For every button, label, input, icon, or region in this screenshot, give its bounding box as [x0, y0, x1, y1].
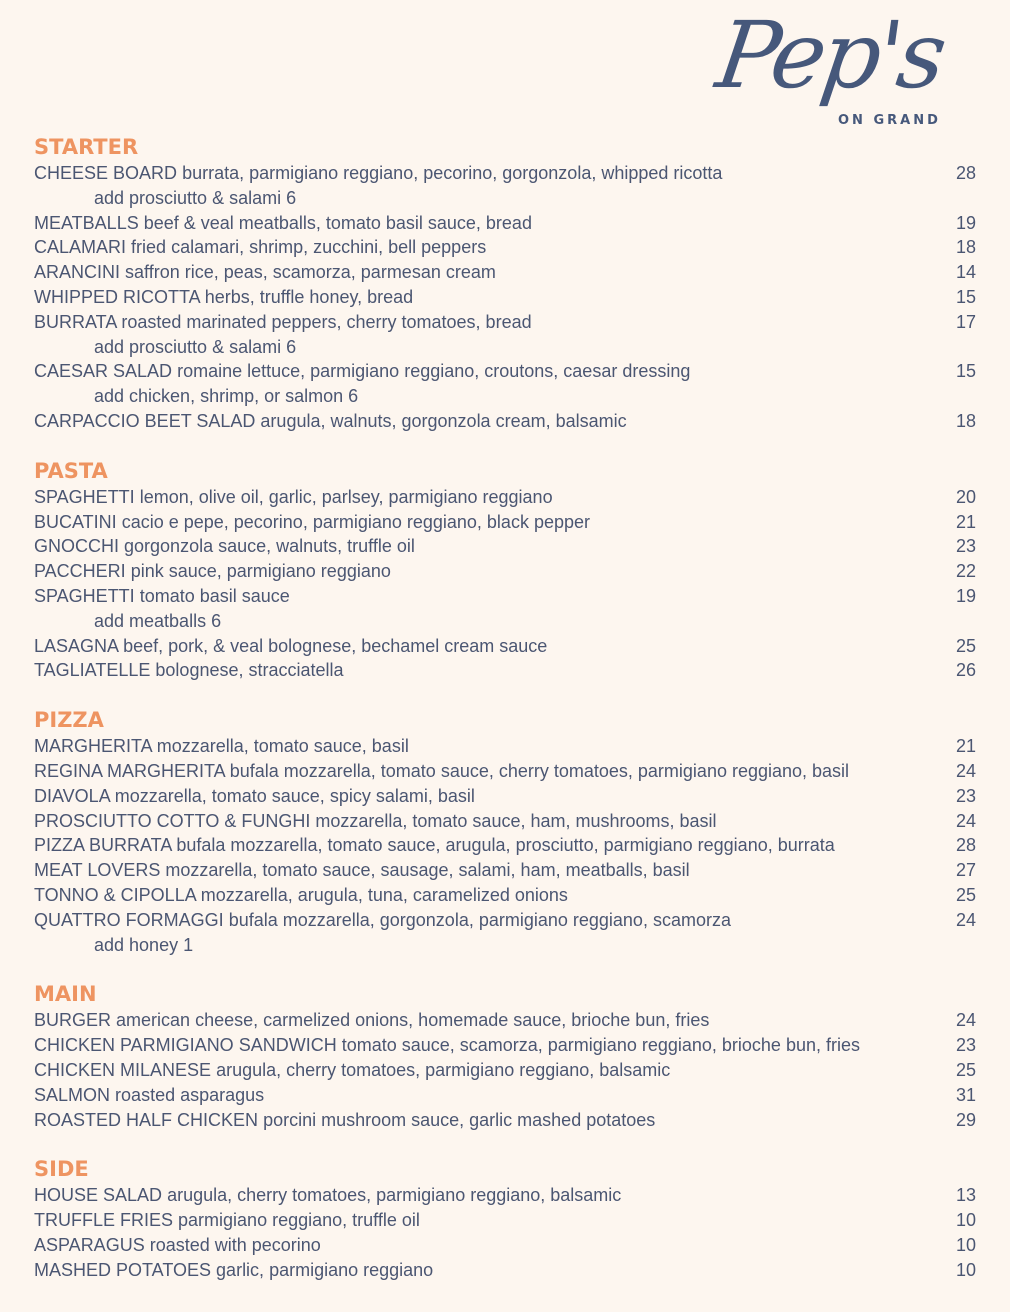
item-description: romaine lettuce, parmigiano reggiano, croutons, caesar dressing: [177, 361, 691, 382]
menu-item: [34, 559, 976, 584]
menu-item: [34, 858, 976, 883]
item-price: 18: [955, 410, 976, 431]
item-description: herbs, truffle honey, bread: [204, 286, 414, 307]
section-title: MAIN: [34, 982, 97, 1007]
item-name: PROSCIUTTO COTTO & FUNGHI: [34, 810, 311, 831]
item-description: bufala mozzarella, tomato sauce, arugula, prosciutto, parmigiano reggiano, burrata: [176, 835, 835, 856]
menu-item: [34, 908, 976, 933]
item-price: 15: [955, 361, 976, 382]
item-name: BURRATA: [34, 311, 117, 332]
menu-section-main: [34, 981, 976, 1132]
item-description: beef & veal meatballs, tomato basil sauce, bread: [143, 212, 532, 233]
item-description: bolognese, stracciatella: [155, 660, 344, 681]
item-name: CARPACCIO BEET SALAD: [34, 410, 256, 431]
item-price: 24: [955, 1010, 976, 1031]
menu-section-starter: [34, 134, 976, 434]
section-title: SIDE: [34, 1157, 89, 1182]
item-name: CHICKEN PARMIGIANO SANDWICH: [34, 1035, 337, 1056]
menu-item: [34, 1058, 976, 1083]
menu-item: [34, 359, 976, 384]
menu-item: [34, 1008, 976, 1033]
item-description: bufala mozzarella, tomato sauce, cherry tomatoes, parmigiano reggiano, basil: [229, 760, 850, 781]
item-description: fried calamari, shrimp, zucchini, bell peppers: [131, 237, 487, 258]
item-description: arugula, walnuts, gorgonzola cream, balsamic: [260, 410, 627, 431]
item-name: QUATTRO FORMAGGI: [34, 909, 224, 930]
logo-script: Pep's: [710, 2, 950, 109]
item-name: TRUFFLE FRIES: [34, 1210, 174, 1231]
menu-item: [34, 310, 976, 335]
item-name: PIZZA BURRATA: [34, 835, 172, 856]
item-description: beef, pork, & veal bolognese, bechamel cream sauce: [123, 635, 548, 656]
item-price: 25: [955, 884, 976, 905]
menu-item: [34, 510, 976, 535]
item-price: 23: [955, 785, 976, 806]
item-description: bufala mozzarella, gorgonzola, parmigiano reggiano, scamorza: [228, 909, 731, 930]
item-price: 10: [955, 1259, 976, 1280]
item-description: roasted with pecorino: [149, 1234, 321, 1255]
item-description: burrata, parmigiano reggiano, pecorino, gorgonzola, whipped ricotta: [182, 163, 723, 183]
item-name: ASPARAGUS: [34, 1234, 145, 1255]
menu-item: [34, 883, 976, 908]
item-description: cacio e pepe, pecorino, parmigiano reggiano, black pepper: [121, 511, 590, 532]
menu-item: [34, 658, 976, 683]
menu-item: [34, 734, 976, 759]
item-description: saffron rice, peas, scamorza, parmesan cream: [125, 262, 496, 283]
item-description: gorgonzola sauce, walnuts, truffle oil: [124, 536, 415, 557]
item-description: tomato basil sauce: [139, 585, 290, 606]
item-price: 19: [955, 585, 976, 606]
item-description: pink sauce, parmigiano reggiano: [130, 561, 391, 582]
menu-section-pizza: [34, 707, 976, 957]
item-description: arugula, cherry tomatoes, parmigiano reggiano, balsamic: [216, 1059, 671, 1080]
section-title: PASTA: [34, 458, 108, 483]
item-name: MEAT LOVERS: [34, 860, 161, 881]
item-price: 24: [955, 909, 976, 930]
item-price: 25: [955, 635, 976, 656]
menu-item: [34, 285, 976, 310]
menu-item: [34, 235, 976, 260]
menu-item: [34, 759, 976, 784]
menu-body: [34, 134, 976, 1306]
item-name: LASAGNA: [34, 635, 119, 656]
menu-item: [34, 809, 976, 834]
item-name: MASHED POTATOES: [34, 1259, 212, 1280]
item-price: 15: [955, 286, 976, 307]
item-price: 20: [955, 486, 976, 507]
menu-item: [34, 260, 976, 285]
item-description: arugula, cherry tomatoes, parmigiano reggiano, balsamic: [167, 1185, 622, 1206]
item-description: mozzarella, tomato sauce, spicy salami, basil: [114, 785, 475, 806]
item-name: WHIPPED RICOTTA: [34, 286, 200, 307]
item-name: MEATBALLS: [34, 212, 139, 233]
item-name: BUCATINI: [34, 511, 117, 532]
item-name: MARGHERITA: [34, 736, 152, 757]
menu-addon: add meatballs 6: [94, 610, 222, 631]
menu-item: [34, 1183, 976, 1208]
item-price: 25: [955, 1059, 976, 1080]
item-price: 22: [955, 561, 976, 582]
item-price: 28: [955, 163, 976, 183]
item-description: mozzarella, arugula, tuna, caramelized onions: [200, 884, 568, 905]
item-description: parmigiano reggiano, truffle oil: [178, 1210, 420, 1231]
item-description: porcini mushroom sauce, garlic mashed potatoes: [263, 1109, 656, 1130]
item-name: HOUSE SALAD: [34, 1185, 163, 1206]
item-description: mozzarella, tomato sauce, sausage, salami, ham, meatballs, basil: [165, 860, 690, 881]
item-price: 28: [955, 835, 976, 856]
item-price: 19: [955, 212, 976, 233]
item-price: 17: [955, 311, 976, 332]
menu-item: [34, 485, 976, 510]
menu-item: [34, 409, 976, 434]
item-price: 21: [955, 511, 976, 532]
item-name: CALAMARI: [34, 237, 127, 258]
menu-item: [34, 1033, 976, 1058]
menu-item: [34, 161, 976, 186]
item-price: 10: [955, 1210, 976, 1231]
menu-item: [34, 1233, 976, 1258]
menu-item: [34, 534, 976, 559]
item-price: 26: [955, 660, 976, 681]
item-name: SALMON: [34, 1084, 111, 1105]
item-price: 10: [955, 1234, 976, 1255]
menu-item: [34, 833, 976, 858]
menu-item: [34, 211, 976, 236]
item-name: DIAVOLA: [34, 785, 110, 806]
item-price: 14: [955, 262, 976, 283]
menu-item: [34, 634, 976, 659]
item-price: 31: [955, 1084, 976, 1105]
item-price: 24: [955, 760, 976, 781]
menu-addon: add prosciutto & salami 6: [94, 187, 297, 208]
item-price: 23: [955, 536, 976, 557]
logo-subtitle: ON GRAND: [838, 113, 941, 128]
item-name: ROASTED HALF CHICKEN: [34, 1109, 259, 1130]
item-name: PACCHERI: [34, 561, 126, 582]
menu-section-side: [34, 1156, 976, 1282]
item-name: GNOCCHI: [34, 536, 119, 557]
item-name: TAGLIATELLE: [34, 660, 151, 681]
item-price: 24: [955, 810, 976, 831]
menu-item: [34, 1108, 976, 1133]
menu-addon: add chicken, shrimp, or salmon 6: [94, 386, 359, 407]
item-description: roasted asparagus: [115, 1084, 265, 1105]
item-name: CHEESE BOARD: [34, 163, 178, 183]
item-price: 29: [955, 1109, 976, 1130]
item-price: 18: [955, 237, 976, 258]
item-name: SPAGHETTI: [34, 486, 135, 507]
menu-addon: add honey 1: [94, 934, 194, 955]
menu-section-pasta: [34, 458, 976, 683]
item-price: 23: [955, 1035, 976, 1056]
item-price: 21: [955, 736, 976, 757]
menu-item: [34, 584, 976, 609]
item-description: mozzarella, tomato sauce, ham, mushrooms, basil: [315, 810, 717, 831]
section-title: PIZZA: [34, 708, 104, 733]
item-price: 13: [955, 1185, 976, 1206]
item-name: CHICKEN MILANESE: [34, 1059, 212, 1080]
item-description: roasted marinated peppers, cherry tomatoes, bread: [121, 311, 532, 332]
item-name: BURGER: [34, 1010, 112, 1031]
menu-item: [34, 1258, 976, 1283]
item-price: 27: [955, 860, 976, 881]
menu-addon: add prosciutto & salami 6: [94, 336, 297, 357]
item-description: tomato sauce, scamorza, parmigiano reggiano, brioche bun, fries: [341, 1035, 860, 1056]
menu-item: [34, 784, 976, 809]
restaurant-logo: [710, 2, 968, 135]
item-description: garlic, parmigiano reggiano: [216, 1259, 434, 1280]
menu-item: [34, 1083, 976, 1108]
section-title: STARTER: [34, 135, 139, 159]
item-name: TONNO & CIPOLLA: [34, 884, 196, 905]
item-name: CAESAR SALAD: [34, 361, 173, 382]
item-name: ARANCINI: [34, 262, 121, 283]
item-description: mozzarella, tomato sauce, basil: [156, 736, 409, 757]
menu-item: [34, 1208, 976, 1233]
item-name: SPAGHETTI: [34, 585, 135, 606]
item-description: american cheese, carmelized onions, homemade sauce, brioche bun, fries: [116, 1010, 710, 1031]
item-description: lemon, olive oil, garlic, parlsey, parmigiano reggiano: [139, 486, 553, 507]
item-name: REGINA MARGHERITA: [34, 760, 225, 781]
